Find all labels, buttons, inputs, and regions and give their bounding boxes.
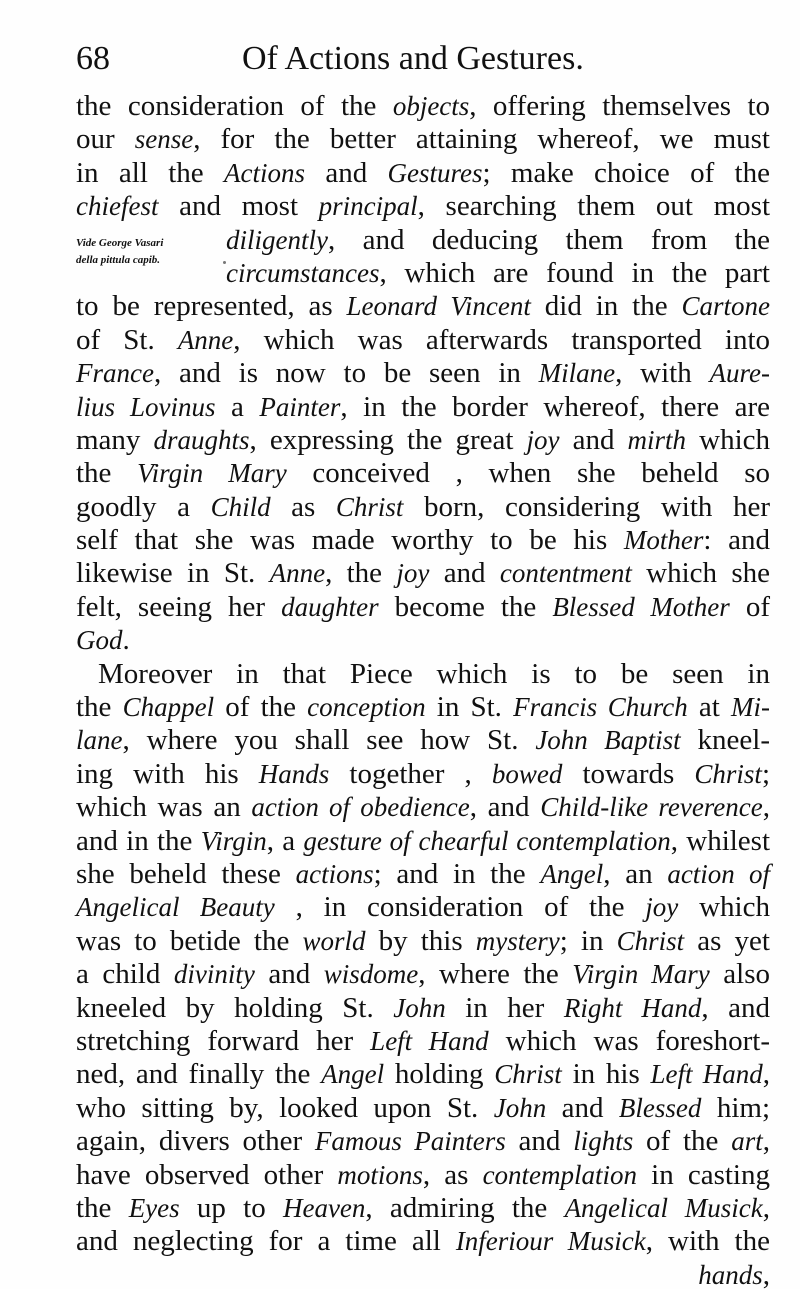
- roman-run: , and is now to be seen in: [153, 357, 539, 390]
- roman-run: , which are found in the part: [379, 256, 770, 289]
- roman-run: kneeled by holding St.: [76, 991, 394, 1024]
- italic-run: actions: [295, 858, 374, 889]
- roman-run: , for the better attaining whereof, we must: [193, 123, 770, 156]
- roman-run: the: [76, 457, 138, 490]
- text-line: [76, 457, 770, 490]
- roman-run: , with the: [645, 1225, 770, 1258]
- italic-run: Child-like reverence: [540, 792, 763, 823]
- text-line: [76, 992, 770, 1025]
- text-line: [76, 791, 770, 824]
- text-line: [76, 491, 770, 524]
- italic-run: motions: [337, 1159, 423, 1190]
- roman-run: self that she was made worthy to be his: [76, 524, 624, 557]
- roman-run: , in the border whereof, there are: [340, 390, 770, 423]
- roman-run: in his: [561, 1058, 651, 1091]
- roman-run: ; make choice of the: [482, 156, 770, 189]
- roman-run: him;: [701, 1091, 770, 1124]
- italic-run: lius Lovinus: [76, 391, 216, 422]
- roman-run: and: [304, 156, 388, 189]
- italic-run: lane: [76, 725, 123, 756]
- roman-run: as yet: [684, 924, 770, 957]
- roman-run: born, considering with her: [403, 490, 770, 523]
- roman-run: have observed other: [76, 1158, 338, 1191]
- roman-run: , in consideration of the: [274, 891, 646, 924]
- italic-run: Mi-: [731, 692, 770, 723]
- italic-run: Angelical Musick: [564, 1192, 763, 1223]
- italic-run: Actions: [223, 157, 305, 188]
- roman-run: the: [76, 1191, 129, 1224]
- roman-run: which: [678, 891, 770, 924]
- text-line: [76, 858, 770, 891]
- roman-run: was to betide the: [76, 924, 303, 957]
- roman-run: ,: [762, 1191, 770, 1224]
- roman-run: as: [270, 490, 336, 523]
- italic-run: art: [731, 1126, 763, 1157]
- italic-run: Anne: [177, 324, 234, 355]
- page-header: [76, 40, 768, 84]
- text-line: [76, 424, 770, 457]
- roman-run: ; in: [559, 924, 617, 957]
- roman-run: in her: [445, 991, 564, 1024]
- roman-run: did in the: [530, 290, 682, 323]
- roman-run: , the: [325, 557, 397, 590]
- italic-run: action of obedience: [251, 792, 470, 823]
- text-line: [76, 925, 770, 958]
- roman-run: in St.: [425, 691, 514, 724]
- roman-run: at: [687, 691, 731, 724]
- italic-run: objects: [392, 91, 470, 121]
- roman-run: and: [505, 1125, 574, 1158]
- roman-run: felt, seeing her: [76, 590, 282, 623]
- roman-run: our: [76, 123, 135, 156]
- italic-run: chiefest: [76, 191, 159, 222]
- roman-run: of the: [214, 691, 308, 724]
- italic-run: contemplation: [482, 1159, 638, 1190]
- italic-run: John: [493, 1092, 547, 1123]
- roman-run: the consideration of the: [76, 90, 393, 122]
- text-line: [226, 257, 770, 290]
- roman-run: together ,: [329, 757, 492, 790]
- italic-run: diligently: [226, 224, 328, 255]
- roman-run: towards: [562, 757, 695, 790]
- text-line: [76, 157, 770, 190]
- text-line: [76, 958, 770, 991]
- italic-run: joy: [396, 558, 430, 589]
- italic-run: Christ: [694, 758, 762, 789]
- roman-run: ; and in the: [373, 857, 541, 890]
- roman-run: , expressing the great: [249, 423, 527, 456]
- roman-run: of: [729, 590, 770, 623]
- italic-run: conception: [307, 692, 426, 723]
- roman-run: in casting: [637, 1158, 770, 1191]
- roman-run: and neglecting for a time all: [76, 1225, 456, 1258]
- roman-run: likewise in St.: [76, 557, 270, 590]
- italic-run: circumstances: [226, 257, 380, 288]
- text-line: [226, 224, 770, 257]
- italic-run: Milane: [538, 358, 616, 389]
- text-line: [76, 691, 770, 724]
- roman-run: goodly a: [76, 490, 211, 523]
- roman-run: which: [686, 423, 771, 456]
- text-line: [76, 658, 770, 691]
- italic-run: joy: [645, 892, 679, 923]
- roman-run: ,: [762, 1258, 770, 1291]
- roman-run: and: [254, 958, 324, 991]
- italic-run: Eyes: [128, 1192, 180, 1223]
- text-line: [76, 825, 770, 858]
- roman-run: many: [76, 423, 154, 456]
- text-line: [76, 324, 770, 357]
- italic-run: Cartone: [681, 291, 770, 322]
- roman-run: and: [429, 557, 500, 590]
- text-line: [76, 123, 770, 156]
- roman-run: , whilest: [670, 824, 771, 857]
- roman-run: ,: [762, 1058, 770, 1091]
- italic-run: France: [76, 358, 154, 389]
- roman-run: ,: [762, 1125, 770, 1158]
- italic-run: Left Hand: [370, 1025, 489, 1056]
- roman-run: and: [546, 1091, 619, 1124]
- text-line: [76, 724, 770, 757]
- text-line: [76, 290, 770, 323]
- roman-run: , where the: [418, 958, 573, 991]
- roman-run: , as: [422, 1158, 483, 1191]
- italic-run: mystery: [475, 925, 560, 956]
- text-line: [76, 1058, 770, 1091]
- italic-run: God: [76, 625, 123, 656]
- italic-run: joy: [526, 424, 560, 455]
- italic-run: Virgin: [200, 825, 267, 856]
- roman-run: up to: [179, 1191, 283, 1224]
- italic-run: Painter: [259, 391, 341, 422]
- italic-run: Famous Painters: [314, 1126, 506, 1157]
- roman-run: , admiring the: [365, 1191, 565, 1224]
- roman-run: and: [559, 423, 628, 456]
- roman-run: become the: [378, 590, 553, 623]
- roman-run: also: [709, 958, 771, 991]
- roman-run: , and: [701, 991, 770, 1024]
- roman-run: , where you shall see how St.: [122, 724, 536, 757]
- italic-run: Gestures: [387, 157, 483, 188]
- italic-run: Angelical Beauty: [76, 892, 275, 923]
- italic-run: mirth: [627, 424, 687, 455]
- roman-run: kneel-: [680, 724, 770, 757]
- italic-run: lights: [573, 1126, 634, 1157]
- roman-run: the: [76, 691, 123, 724]
- italic-run: Christ: [616, 925, 685, 956]
- text-line: [76, 1025, 770, 1058]
- italic-run: Angel: [540, 858, 604, 889]
- running-title: Of Actions and Gestures.: [242, 40, 584, 77]
- italic-run: Christ: [335, 491, 404, 522]
- italic-run: principal: [318, 191, 418, 222]
- roman-run: to be represented, as: [76, 290, 347, 323]
- roman-run: by this: [365, 924, 476, 957]
- text-line: [76, 357, 770, 390]
- roman-run: conceived , when she beheld so: [286, 457, 770, 490]
- italic-run: Blessed Mother: [552, 591, 730, 622]
- roman-run: , and: [469, 791, 541, 824]
- text-line: [76, 90, 770, 123]
- italic-run: daughter: [281, 591, 379, 622]
- text-line: [76, 1225, 770, 1258]
- roman-run: ;: [761, 757, 770, 790]
- text-line: [76, 591, 770, 624]
- italic-run: Blessed: [618, 1092, 702, 1123]
- roman-run: and in the: [76, 824, 201, 857]
- text-line: [76, 1192, 770, 1225]
- italic-run: draughts: [153, 424, 250, 455]
- text-line: [76, 190, 770, 223]
- roman-run: , and deducing them from the: [327, 223, 770, 256]
- italic-run: Virgin Mary: [572, 959, 710, 990]
- italic-run: wisdome: [323, 959, 419, 990]
- italic-run: world: [302, 925, 366, 956]
- roman-run: which was an: [76, 791, 252, 824]
- italic-run: Angel: [321, 1059, 385, 1090]
- italic-run: hands: [698, 1259, 763, 1290]
- italic-run: Virgin Mary: [137, 458, 287, 489]
- text-line: [76, 1125, 770, 1158]
- marginal-note-line-2: della pittula capib.: [76, 254, 161, 266]
- roman-run: of the: [633, 1125, 732, 1158]
- text-line: [76, 624, 770, 657]
- roman-run: which she: [631, 557, 770, 590]
- italic-run: Right Hand: [563, 992, 702, 1023]
- roman-run: Moreover in that Piece which is to be seen in: [98, 657, 770, 690]
- text-line: [76, 391, 770, 424]
- italic-run: Anne: [269, 558, 326, 589]
- italic-run: John: [393, 992, 446, 1023]
- italic-run: Heaven: [282, 1192, 366, 1223]
- roman-run: : and: [703, 524, 770, 557]
- italic-run: Left Hand: [650, 1059, 763, 1090]
- roman-run: , which was afterwards transported into: [233, 323, 770, 356]
- roman-run: a child: [76, 958, 174, 991]
- italic-run: Child: [210, 491, 271, 522]
- roman-run: stretching forward her: [76, 1024, 371, 1057]
- page-number: 68: [76, 40, 110, 77]
- italic-run: gesture of chearful contemplation: [303, 825, 671, 856]
- roman-run: of St.: [76, 323, 178, 356]
- text-line: [76, 524, 770, 557]
- italic-run: sense: [134, 124, 194, 155]
- roman-run: in all the: [76, 156, 224, 189]
- roman-run: , with: [615, 357, 710, 390]
- roman-run: and most: [158, 190, 319, 223]
- roman-run: , searching them out most: [417, 190, 770, 223]
- text-line: [76, 1159, 770, 1192]
- text-line: [76, 1259, 770, 1292]
- roman-run: again, divers other: [76, 1125, 315, 1158]
- body-text: [76, 90, 770, 1292]
- roman-run: which was foreshort-: [488, 1024, 770, 1057]
- italic-run: Leonard Vincent: [346, 291, 531, 322]
- italic-run: action of: [667, 858, 770, 889]
- text-line: [76, 891, 770, 924]
- roman-run: .: [122, 624, 130, 657]
- roman-run: ing with his: [76, 757, 259, 790]
- italic-run: Inferiour Musick: [455, 1226, 646, 1257]
- italic-run: divinity: [173, 959, 255, 990]
- italic-run: Mother: [623, 525, 704, 556]
- italic-run: Francis Church: [513, 692, 688, 723]
- italic-run: Christ: [494, 1059, 562, 1090]
- text-line: [76, 758, 770, 791]
- italic-run: Hands: [258, 758, 330, 789]
- marginal-note-line-1: Vide George Vasari: [76, 237, 164, 249]
- italic-run: bowed: [491, 758, 563, 789]
- roman-run: ned, and finally the: [76, 1058, 322, 1091]
- roman-run: , offering themselves to: [469, 90, 771, 122]
- roman-run: who sitting by, looked upon St.: [76, 1091, 494, 1124]
- text-line: [76, 557, 770, 590]
- italic-run: Aure-: [709, 358, 770, 389]
- roman-run: holding: [384, 1058, 495, 1091]
- roman-run: a: [215, 390, 260, 423]
- roman-run: , a: [266, 824, 304, 857]
- italic-run: John Baptist: [535, 725, 681, 756]
- roman-run: she beheld these: [76, 857, 296, 890]
- italic-run: contentment: [499, 558, 632, 589]
- roman-run: , an: [603, 857, 668, 890]
- roman-run: ,: [762, 791, 771, 824]
- text-line: [76, 1092, 770, 1125]
- italic-run: Chappel: [122, 692, 215, 723]
